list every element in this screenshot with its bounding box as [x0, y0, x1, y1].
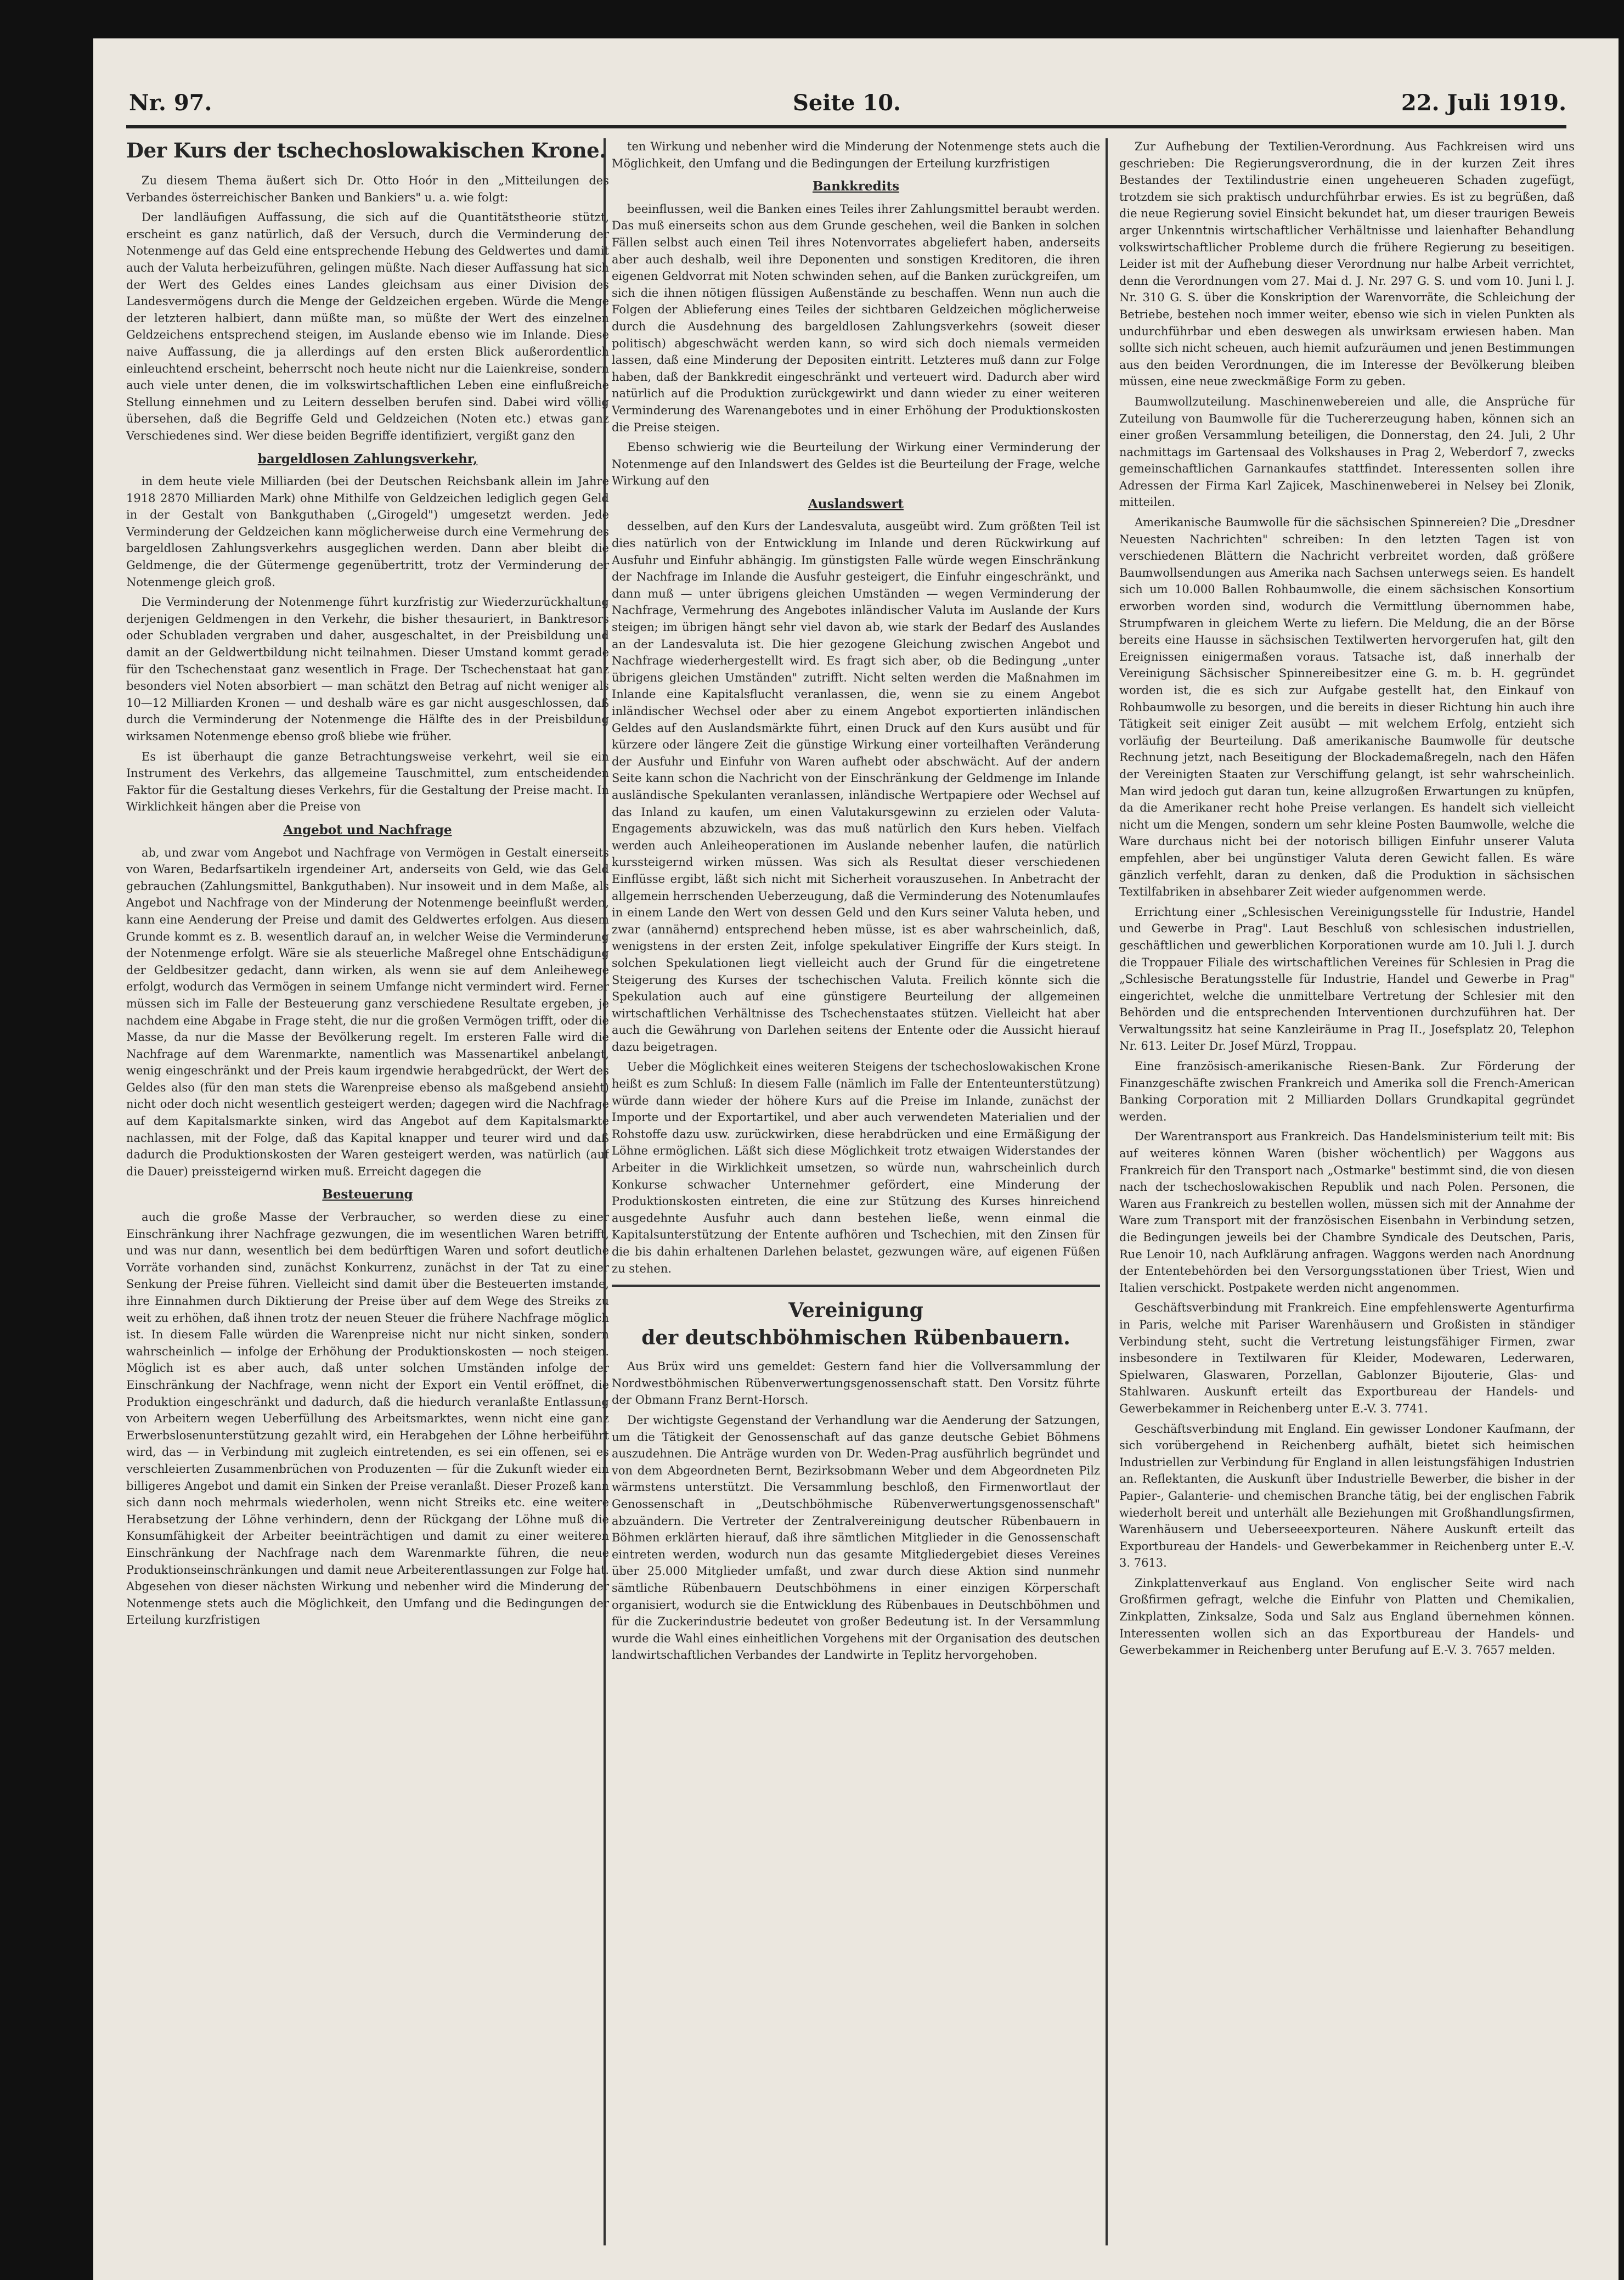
news-item: Geschäftsverbindung mit Frankreich. Eine empfehlenswerte Agenturfirma in Paris, welche mit Pariser Warenhäusern und Großisten in ständiger Verbindung steht, sucht die Vertretung leistungsfähiger Firmen, zwar insbesondere in Textilwaren für Kleider, Modewaren, Lederwaren, Spielwaren, Glaswaren, Porzellan, Gablonzer Bijouterie, Glas- und Stahlwaren. Auskunft erteilt das Exportbureau der Handels- und Gewerbekammer in Reichenberg unter E.-V. 3. 7741.	[1119, 1301, 1575, 1415]
news-item: Baumwollzuteilung. Maschinenwebereien und alle, die Ansprüche für Zuteilung von Baumwolle für die Tuchererzeugung haben, können sich an einer großen Versammlung beteiligen, die Donnerstag, den 24. Juli, 2 Uhr nachmittags im Gartensaal des Volkshauses in Prag 2, Weberdorf 7, zwecks gemeinschaftlichen Garnankaufes stattfindet. Interessenten sollen ihre Adressen der Firma Karl Zajicek, Maschinenweberei in Nelsey bei Zlonik, mitteilen.	[1119, 395, 1575, 509]
issue-date: 22. Juli 1919.	[1401, 90, 1566, 116]
news-item: Geschäftsverbindung mit England. Ein gewisser Londoner Kaufmann, der sich vorübergehend in Reichenberg aufhält, bietet sich heimischen Industriellen zur Verbindung für England in allen leistungsfähigen Industrien an. Reflektanten, die Auskunft über Industrielle Bewerber, die bisher in der Papier-, Galanterie- und chemischen Branche tätig, bei der englischen Fabrik wiederholt bereit und unterhält alle Beziehungen mit Großhandlungsfirmen, Warenhäusern und Ueberseeexporteuren. Nähere Auskunft erteilt das Exportbureau der Handels- und Gewerbekammer in Reichenberg unter E.-V. 3. 7613.	[1119, 1422, 1575, 1570]
article-title: Der Kurs der tschechoslowakischen Krone.	[126, 138, 606, 162]
article-title	[612, 1297, 1100, 1352]
page-number: Seite 10.	[793, 90, 901, 116]
news-item: Der Warentransport aus Frankreich. Das Handelsministerium teilt mit: Bis auf weiteres können Waren (bisher wöchentlich) per Waggons aus Frankreich für den Transport nach „Ostmarke" bestimmt sind, die von diesen nach der tschechoslowakischen Republik und nach Polen. Personen, die Waren aus Frankreich zu bestellen wollen, müssen sich mit der Annahme der Ware zum Transport mit der französischen Eisenbahn in Verbindung setzen, die Bedingungen jeweils bei der Chambre Syndicale des Deutschen, Paris, Rue Lenoir 10, nach Aufklärung anfragen. Waggons werden nach Anordnung der Ententebehörden bei den Versorgungsstationen über Triest, Wien und Italien verschickt. Postpakete werden nicht angenommen.	[1119, 1130, 1575, 1294]
subheading: Besteuerung	[322, 1187, 413, 1202]
paragraph: Der wichtigste Gegenstand der Verhandlung war die Aenderung der Satzungen, um die Tätigkeit der Genossenschaft auf das ganze deutsche Gebiet Böhmens auszudehnen. Die Anträge wurden von Dr. Weden-Prag ausführlich begründet und von dem Abgeordneten Bernt, Bezirksobmann Weber und dem Abgeordneten Pilz wärmstens unterstützt. Die Versammlung beschloß, den Firmenwortlaut der Genossenschaft in „Deutschböhmische Rübenverwertungsgenossenschaft" abzuändern. Die Vertreter der Zentralvereinigung deutscher Rübenbauern in Böhmen erklärten hierauf, daß ihre sämtlichen Mitglieder in die Genossenschaft eintreten werden, wodurch nun das gesamte Mitgliedergebiet dieses Vereines über 25.000 Mitglieder umfaßt, und zwar durch diese Aktion sind nunmehr sämtliche Rübenbauern Deutschböhmens in einer einzigen Körperschaft organisiert, wodurch sie die Entwicklung des Rübenbaues in Deutschböhmen und für die Zuckerindustrie bedeutet von großer Bedeutung ist. In der Versammlung wurde die Wahl eines einheitlichen Vorgehens mit der Organisation des deutschen landwirtschaftlichen Verbandes der Landwirte in Teplitz hervorgehoben.	[612, 1413, 1100, 1662]
page-header	[123, 85, 1566, 128]
paragraph: ten Wirkung und nebenher wird die Minderung der Notenmenge stets auch die Möglichkeit, den Umfang und die Bedingungen der Erteilung kurzfristigen	[612, 140, 1100, 170]
issue-number: Nr. 97.	[129, 90, 212, 116]
paragraph: in dem heute viele Milliarden (bei der Deutschen Reichsbank allein im Jahre 1918 2870 Milliarden Mark) ohne Mithilfe von Geldzeichen lediglich gegen Geld in der Gestalt von Bankguthaben („Girogeld") umgesetzt werden. Jede Verminderung der Geldzeichen kann möglicherweise durch eine Vermehrung des bargeldlosen Zahlungsverkehrs ausgeglichen werden. Dann aber bleibt die Geldmenge, die der Gütermenge gegenübertritt, trotz der Verminderung der Notenmenge gleich groß.	[126, 475, 609, 589]
paragraph: Ebenso schwierig wie die Beurteilung der Wirkung einer Verminderung der Notenmenge auf den Inlandswert des Geldes ist die Beurteilung der Frage, welche Wirkung auf den	[612, 441, 1100, 488]
subheading: Angebot und Nachfrage	[283, 822, 452, 837]
section-rule	[612, 1285, 1100, 1287]
paragraph: Ueber die Möglichkeit eines weiteren Steigens der tschechoslowakischen Krone heißt es zum Schluß: In diesem Falle (nämlich im Falle der Ententeunterstützung) würde dann wieder der höhere Kurs auf die Preise im Inlande, zunächst der Importe und der Exportartikel, und aber auch verwendeten Materialien und der Rohstoffe dazu usw. zurückwirken, diese herabdrücken und eine Ermäßigung der Löhne ermöglichen. Läßt sich diese Möglichkeit trotz etwaigen Widerstandes der Arbeiter in die Wirklichkeit umsetzen, so würde nun, wahrscheinlich durch Konkurse schwacher Unternehmer gefördert, eine Minderung der Produktionskosten eintreten, die eine zur Stützung des Kurses hinreichend ausgedehnte Ausfuhr auch dann bestehen ließe, wenn einmal die Kapitalsunterstützung der Entente aufhören und Tschechien, mit den Zinsen für die bis dahin erhaltenen Darlehen belastet, gezwungen wäre, auf eigenen Füßen zu stehen.	[612, 1060, 1100, 1275]
column-2	[612, 138, 1100, 2245]
column-divider	[1106, 138, 1108, 2245]
paragraph: auch die große Masse der Verbraucher, so werden diese zu einer Einschränkung ihrer Nachfrage gezwungen, die im wesentlichen Waren betrifft, und was nur dann, wesentlich bei dem bedürftigen Waren und sofort deutliche Vorräte vorhanden sind, zunächst Konkurrenz, zunächst in der Tat zu einer Senkung der Preise führen. Vielleicht sind damit über die Besteuerten imstande, ihre Einnahmen durch Diktierung der Preise über auf dem Wege des Streiks zu weit zu erhöhen, daß ihnen trotz der neuen Steuer die frühere Nachfrage möglich ist. In diesem Falle würden die Warenpreise nicht nur nicht sinken, sondern wahrscheinlich — infolge der Erhöhung der Produktionskosten — noch steigen. Möglich ist es aber auch, daß unter solchen Umständen infolge der Einschränkung der Nachfrage, wenn nicht der Export ein Ventil eröffnet, die Produktion eingeschränkt und dadurch, daß die hiedurch veranlaßte Entlassung von Arbeitern wegen Ueberfüllung des Arbeitsmarktes, wenn nicht eine ganz Erwerbslosenunterstützung gezahlt wird, ein Herabgehen der Löhne herbeiführt wird, das — in Verbindung mit zugleich eintretenden, es sei ein offenen, sei es verschleierten Zusammenbrüchen von Produzenten — für die Zukunft wieder ein billigeres Angebot und damit ein Sinken der Preise veranlaßt. Dieser Prozeß kann sich dann noch mehrmals wiederholen, wenn nicht Streiks etc. eine weitere Herabsetzung der Löhne verhindern, denn der Rückgang der Löhne muß die Konsumfähigkeit der Arbeiter beeinträchtigen und damit zu einer weiteren Einschränkung der Nachfrage nach dem Warenmarkte führen, die neue Produktionseinschränkungen und damit neue Arbeiterentlassungen zur Folge hat. Abgesehen von dieser nächsten Wirkung und nebenher wird die Minderung der Notenmenge stets auch die Möglichkeit, den Umfang und die Bedingungen der Erteilung kurzfristigen	[126, 1211, 609, 1627]
paragraph: beeinflussen, weil die Banken eines Teiles ihrer Zahlungsmittel beraubt werden. Das muß einerseits schon aus dem Grunde geschehen, weil die Banken in solchen Fällen selbst auch einen Teil ihres Notenvorrates abgeliefert haben, anderseits aber auch deshalb, weil ihre Deponenten und sonstigen Kreditoren, die ihren eigenen Geldvorrat mit Noten schwinden sehen, auf die Banken zurückgreifen, um sich die ihnen nötigen flüssigen Außenstände zu beschaffen. Wenn nun auch die Folgen der Ablieferung eines Teiles der sichtbaren Geldzeichen möglicherweise durch die Ausdehnung des bargeldlosen Zahlungsverkehrs (soweit dieser politisch) abgeschwächt werden kann, so wird sich doch niemals vermeiden lassen, daß eine Minderung der Depositen eintritt. Letzteres muß dann zur Folge haben, daß der Bankkredit eingeschränkt und verteuert wird. Dadurch aber wird natürlich auf die Produktion zurückgewirkt und dann wieder zu einer weiteren Verminderung des Warenangebotes und in einer Erhöhung der Produktionskosten die Preise steigen.	[612, 202, 1100, 434]
news-item: Errichtung einer „Schlesischen Vereinigungsstelle für Industrie, Handel und Gewerbe in Prag". Laut Beschluß von schlesischen industriellen, geschäftlichen und gewerblichen Korporationen wurde am 10. Juli l. J. durch die Troppauer Filiale des wirtschaftlichen Vereines für Schlesien in Prag die „Schlesische Beratungsstelle für Industrie, Handel und Gewerbe in Prag" eingerichtet, welche die unmittelbare Vertretung der Schlesier mit den Behörden und die entsprechenden Interventionen durchzuführen hat. Der Verwaltungssitz hat seine Kanzleiräume in Prag II., Josefsplatz 20, Telephon Nr. 613. Leiter Dr. Josef Mürzl, Troppau.	[1119, 905, 1575, 1053]
paragraph: Der landläufigen Auffassung, die sich auf die Quantitätstheorie stützt, erscheint es ganz natürlich, daß der Versuch, durch die Verminderung der Notenmenge auf das Geld eine entsprechende Hebung des Geldwertes und damit auch der Valuta herbeizuführen, gelingen müßte. Nach dieser Auffassung hat sich der Wert des Geldes eines Landes gleichsam aus einer Division des Landesvermögens durch die Menge der Geldzeichen ergeben. Würde die Menge der letzteren halbiert, dann müßte man, so müßte der Wert des einzelnen Geldzeichens entsprechend steigen, im Auslande ebenso wie im Inlande. Diese naive Auffassung, die ja allerdings auf den ersten Blick außerordentlich einleuchtend erscheint, beherrscht noch heute nicht nur die Laienkreise, sondern auch viele unter denen, die im volkswirtschaftlichen Leben eine einflußreiche Stellung einnehmen und zu Leitern desselben berufen sind. Dabei wird völlig übersehen, daß die Begriffe Geld und Geldzeichen (Noten etc.) etwas ganz Verschiedenes sind. Wer diese beiden Begriffe identifiziert, vergißt ganz den	[126, 211, 609, 442]
news-item: Zur Aufhebung der Textilien-Verordnung. Aus Fachkreisen wird uns geschrieben: Die Regierungsverordnung, die in der kurzen Zeit ihres Bestandes der Textilindustrie einen ungeheueren Schaden zugefügt, trotzdem sie sich praktisch undurchführbar erwies. Es ist zu begrüßen, daß die neue Regierung soviel Einsicht bekundet hat, um dieser traurigen Beweis arger Unkenntnis wirtschaftlicher Verhältnisse und laienhafter Behandlung volkswirtschaftlicher Probleme durch die frühere Regierung zu beseitigen. Leider ist mit der Aufhebung dieser Verordnung nur halbe Arbeit verrichtet, denn die Verordnungen vom 27. Mai d. J. Nr. 297 G. S. und vom 10. Juni l. J. Nr. 310 G. S. über die Konskription der Warenvorräte, die Schleichung der Betriebe, bestehen noch immer weiter, ebenso wie sich in vielen Punkten als undurchführbar und eben deswegen als unwirksam erwiesen haben. Man sollte sich nicht scheuen, auch hiemit aufzuräumen und jenen Bestimmungen aus den beiden Verordnungen, die im Interesse der Bevölkerung bleiben müssen, eine neue zweckmäßige Form zu geben.	[1119, 140, 1575, 389]
newspaper-page	[93, 38, 1619, 2280]
paragraph: Es ist überhaupt die ganze Betrachtungsweise verkehrt, weil sie ein Instrument des Verkehrs, das allgemeine Tauschmittel, zum entscheidenden Faktor für die Gestaltung dieses Verkehrs, für die Gestaltung der Preise macht. In Wirklichkeit hängen aber die Preise von	[126, 750, 609, 814]
article-intro: Zu diesem Thema äußert sich Dr. Otto Hoór in den „Mitteilungen des Verbandes österreichischer Banken und Bankiers" u. a. wie folgt:	[126, 174, 609, 204]
header-rule	[126, 125, 1566, 128]
column-3	[1119, 138, 1575, 2245]
subheading: bargeldlosen Zahlungsverkehr,	[257, 451, 478, 466]
paragraph: Die Verminderung der Notenmenge führt kurzfristig zur Wiederzurückhaltung derjenigen Geldmengen in den Verkehr, die bisher thesauriert, in Banktresors oder Schubladen vergraben und daher, ausgeschaltet, in der Preisbildung und damit an der Geldwertbildung nicht teilnahmen. Dieser Umstand kommt gerade für den Tschechenstaat ganz wesentlich in Frage. Der Tschechenstaat hat ganz besonders viel Noten absorbiert — man schätzt den Betrag auf nicht weniger als 10—12 Milliarden Kronen — und deshalb wäre es gar nicht ausgeschlossen, daß durch die Verminderung der Notenmenge die Hälfte des in der Preisbildung wirksamen Notenmenge ebenso groß bliebe wie früher.	[126, 595, 609, 743]
paragraph: ab, und zwar vom Angebot und Nachfrage von Vermögen in Gestalt einerseits von Waren, Bedarfsartikeln irgendeiner Art, anderseits von Geld, wie das Geld gebrauchen (Zahlungsmittel, Bankguthaben). Nur insoweit und in dem Maße, als Angebot und Nachfrage von der Minderung der Notenmenge beeinflußt werden, kann eine Aenderung der Preise und damit des Geldwertes erfolgen. Aus diesem Grunde kommt es z. B. wesentlich darauf an, in welcher Weise die Verminderung der Notenmenge erfolgt. Wäre sie als steuerliche Maßregel ohne Entschädigung der Geldbesitzer gedacht, dann wirken, als wenn sie auf dem Anleihewege erfolgt, wodurch das Vermögen in seinem Umfange nicht vermindert wird. Ferner müssen sich im Falle der Besteuerung ganz verschiedene Resultate ergeben, je nachdem eine Abgabe in Frage steht, die nur die großen Vermögen trifft, oder die Masse, da nur die Masse der Bevölkerung regelt. Im ersteren Falle wird die Nachfrage auf dem Warenmarkte, namentlich was Massenartikel anbelangt, wenig eingeschränkt und der Preis kaum irgendwie herabgedrückt, der Wert des Geldes also (für den man stets die Warenpreise ebenso als maßgebend ansieht) nicht oder doch nicht wesentlich gesteigert werden; dagegen wird die Nachfrage auf dem Kapitalsmarkte sinken, wird das Angebot auf dem Kapitalsmarkte nachlassen, mit der Folge, daß das Kapital knapper und teurer wird und daß dadurch die Produktionskosten der Waren gesteigert werden, was natürlich (auf die Dauer) preissteigernd wirken muß. Erreicht dagegen die	[126, 846, 609, 1178]
article-title-text: Vereinigung der deutschböhmischen Rübenbauern.	[641, 1299, 1070, 1350]
subheading: Auslandswert	[808, 496, 904, 511]
news-item: Zinkplattenverkauf aus England. Von englischer Seite wird nach Großfirmen gefragt, welche die Einfuhr von Platten und Chemikalien, Zinkplatten, Zinksalze, Soda und Salz aus England übernehmen können. Interessenten wollen sich an das Exportbureau der Handels- und Gewerbekammer in Reichenberg unter Berufung auf E.-V. 3. 7657 melden.	[1119, 1576, 1575, 1657]
news-item: Eine französisch-amerikanische Riesen-Bank. Zur Förderung der Finanzgeschäfte zwischen Frankreich und Amerika soll die French-American Banking Corporation mit 2 Milliarden Dollars Grundkapital gegründet werden.	[1119, 1060, 1575, 1123]
paragraph: desselben, auf den Kurs der Landesvaluta, ausgeübt wird. Zum größten Teil ist dies natürlich von der Entwicklung im Inlande und deren Rückwirkung auf Ausfuhr und Einfuhr abhängig. Im günstigsten Falle würde wegen Einschränkung der Nachfrage im Inlande die Ausfuhr gesteigert, die Einfuhr eingeschränkt, und dann muß — unter übrigens gleichen Umständen — wegen Verminderung der Nachfrage, Vermehrung des Angebotes inländischer Valuta im Auslande der Kurs steigen; im übrigen hängt sehr viel davon ab, wie stark der Bedarf des Auslandes an der Landesvaluta ist. Die hier gezogene Gleichung zwischen Angebot und Nachfrage wiederhergestellt wird. Es fragt sich aber, ob die Bedingung „unter übrigens gleichen Umständen" zutrifft. Nicht selten werden die Maßnahmen im Inlande eine Kapitalsflucht veranlassen, die, wenn sie zu einem Angebot inländischer Wechsel oder aber zu einem Angebot exportierten inländischen Geldes auf den Auslandsmärkte führt, einen Druck auf den Kurs ausübt und für kürzere oder längere Zeit die günstige Wirkung einer vorteilhaften Veränderung der Ausfuhr und Einfuhr von Waren aufhebt oder abschwächt. Auf der andern Seite kann schon die Nachricht von der Einschränkung der Geldmenge im Inlande ausländische Spekulanten veranlassen, inländische Wertpapiere oder Wechsel auf das Inland zu kaufen, um einen Valutakursgewinn zu erzielen oder Valuta-Engagements abzuwickeln, was das muß natürlich den Kurs heben. Vielfach werden auch Anleiheoperationen im Auslande nebenher laufen, die natürlich kurssteigernd wirken müssen. Was sich als Resultat dieser verschiedenen Einflüsse ergibt, läßt sich nicht mit Sicherheit vorauszusehen. In Anbetracht der allgemein herrschenden Ueberzeugung, daß die Verminderung des Notenumlaufes in einem Lande den Wert von dessen Geld und den Kurs seiner Valuta heben, und zwar (annähernd) entsprechend heben müsse, ist es aber wahrscheinlich, daß, wenigstens in der ersten Zeit, infolge spekulativer Eingriffe der Kurs steigt. In solchen Spekulationen liegt vielleicht auch der Grund für die eingetretene Steigerung des Kurses der tschechischen Valuta. Freilich könnte sich die Spekulation auch auf eine günstigere Beurteilung der allgemeinen wirtschaftlichen Verhältnisse des Tschechenstaates stützen. Vielleicht hat aber auch die Gewährung von Darlehen seitens der Entente oder die Aussicht hierauf dazu beigetragen.	[612, 520, 1100, 1054]
paragraph: Aus Brüx wird uns gemeldet: Gestern fand hier die Vollversammlung der Nordwestböhmischen Rübenverwertungsgenossenschaft statt. Den Vorsitz führte der Obmann Franz Bernt-Horsch.	[612, 1360, 1100, 1407]
news-item: Amerikanische Baumwolle für die sächsischen Spinnereien? Die „Dresdner Neuesten Nachrichten" schreiben: In den letzten Tagen ist von verschiedenen Blättern die Nachricht verbreitet worden, daß größere Baumwollsendungen aus Amerika nach Sachsen unterwegs seien. Es handelt sich um 10.000 Ballen Rohbaumwolle, die einem sächsischen Konsortium erworben worden sind, wodurch die Vermittlung übernommen habe, Strumpfwaren in gleichem Werte zu liefern. Die Meldung, die an der Börse bereits eine Hausse in sächsischen Textilwerten hervorgerufen hat, gilt den Ereignissen einigermaßen voraus. Tatsache ist, daß innerhalb der Vereinigung Sächsischer Spinnereibesitzer eine G. m. b. H. gegründet worden ist, die es sich zur Aufgabe gestellt hat, den Einkauf von Rohbaumwolle zu besorgen, und die bereits in dieser Richtung hin auch ihre Tätigkeit seit einiger Zeit ausübt — mit welchem Erfolg, entzieht sich vorläufig der Beurteilung. Daß amerikanische Baumwolle für deutsche Rechnung jetzt, nach Beseitigung der Blockademaßregeln, nach den Häfen der Vereinigten Staaten zur Verschiffung gelangt, ist sehr wahrscheinlich. Man wird jedoch gut daran tun, keine allzugroßen Erwartungen zu knüpfen, da die Amerikaner recht hohe Preise verlangen. Es handelt sich vielleicht nicht um die Mengen, sondern um sehr kleine Posten Baumwolle, welche die Ware durchaus nicht bei der notorisch billigen Einfuhr unserer Valuta empfehlen, aber bei ungünstiger Valuta deren Gewicht fallen. Es wäre gänzlich verfehlt, daran zu denken, daß die Produktion in sächsischen Textilfabriken in absehbarer Zeit wieder aufgenommen werde.	[1119, 516, 1575, 899]
column-1	[126, 138, 609, 2245]
subheading: Bankkredits	[812, 179, 900, 194]
